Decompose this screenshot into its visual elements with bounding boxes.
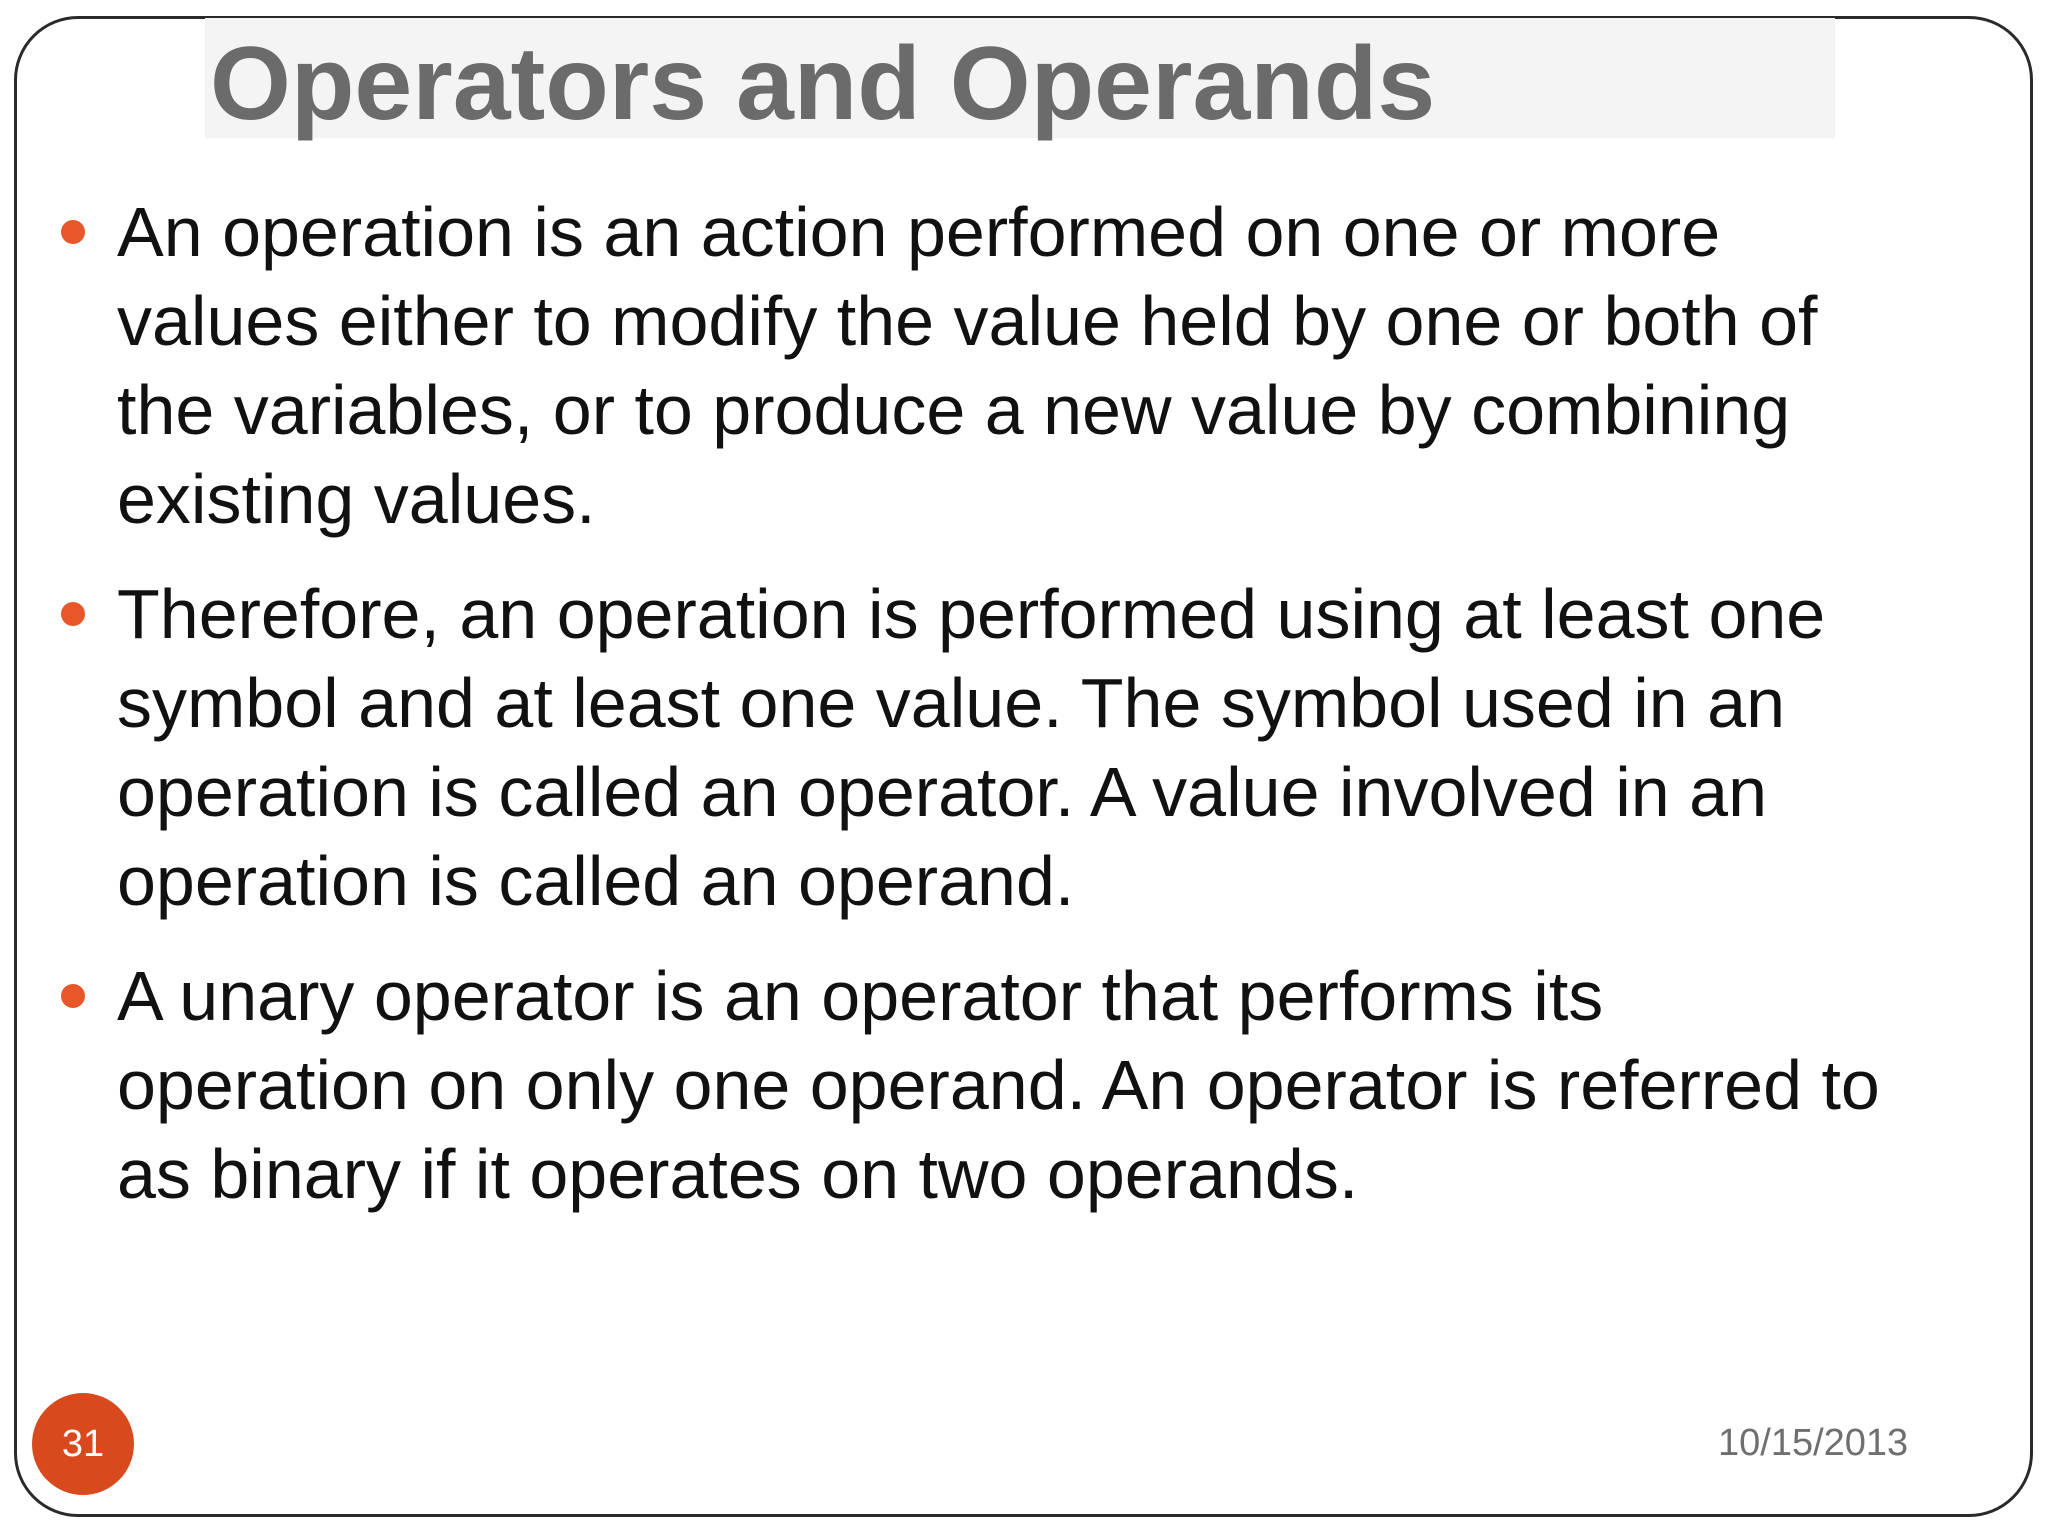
slide-title: Operators and Operands xyxy=(210,26,1436,142)
bullet-line: existing values. xyxy=(117,460,596,538)
bullet-item-3 xyxy=(0,952,1900,1219)
bullet-line: An operation is an action performed on one or more xyxy=(117,193,1721,271)
bullet-line: operation on only one operand. An operator is referred to xyxy=(117,1046,1880,1124)
bullet-line: Therefore, an operation is performed using at least one xyxy=(117,575,1826,653)
bullet-item-1 xyxy=(0,188,1900,544)
bullet-line: symbol and at least one value. The symbol used in an xyxy=(117,664,1786,742)
bullet-line: A unary operator is an operator that performs its xyxy=(117,957,1604,1035)
bullet-line: the variables, or to produce a new value by combining xyxy=(117,371,1791,449)
bullet-dot-icon xyxy=(61,602,85,626)
bullet-dot-icon xyxy=(61,220,85,244)
bullet-line: as binary if it operates on two operands. xyxy=(117,1135,1359,1213)
bullet-list xyxy=(0,188,2048,1245)
bullet-item-2 xyxy=(0,570,1900,926)
slide-date: 10/15/2013 xyxy=(1718,1422,1909,1464)
bullet-line: values either to modify the value held by one or both of xyxy=(117,282,1818,360)
bullet-line: operation is called an operator. A value involved in an xyxy=(117,753,1768,831)
bullet-dot-icon xyxy=(61,984,85,1008)
bullet-line: operation is called an operand. xyxy=(117,842,1075,920)
slide-number-badge: 31 xyxy=(32,1393,134,1495)
